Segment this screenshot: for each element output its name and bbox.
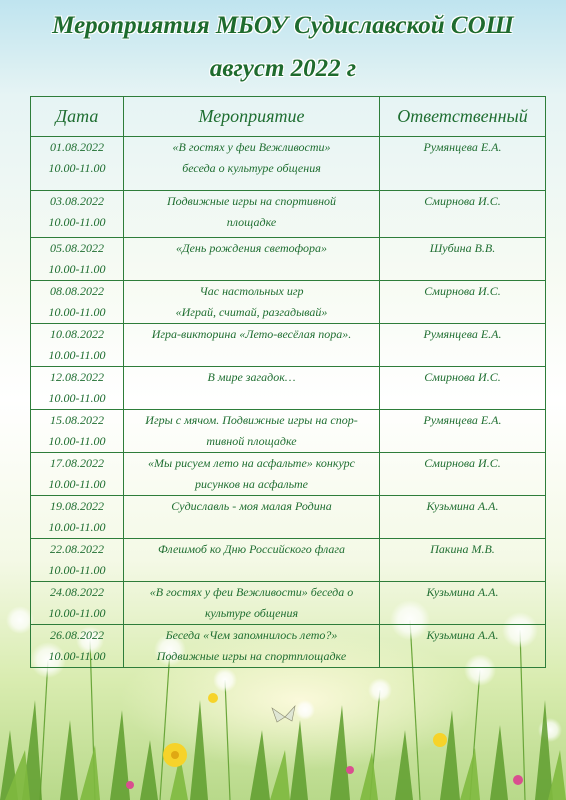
events-table-body (31, 137, 546, 668)
event-text-line: Игры с мячом. Подвижные игры на спор- (145, 413, 358, 427)
event-date: 26.08.2022 (50, 628, 104, 642)
event-cell (124, 496, 380, 539)
event-time: 10.00-11.00 (48, 649, 106, 663)
responsible-person: Румянцева Е.А. (423, 140, 502, 154)
event-time: 10.00-11.00 (48, 262, 106, 276)
event-text-line: культуре общения (204, 606, 299, 620)
date-cell (31, 410, 124, 453)
event-time: 10.00-11.00 (48, 477, 106, 491)
table-row (31, 539, 546, 582)
event-cell (124, 625, 380, 668)
date-cell (31, 625, 124, 668)
event-text-line: площадке (226, 215, 277, 229)
date-cell (31, 582, 124, 625)
table-row (31, 410, 546, 453)
event-date: 05.08.2022 (50, 241, 104, 255)
event-cell (124, 191, 380, 238)
table-row (31, 496, 546, 539)
event-cell (124, 453, 380, 496)
page-subtitle-month: август 2022 г (209, 55, 357, 82)
responsible-person: Румянцева Е.А. (423, 327, 502, 341)
date-cell (31, 453, 124, 496)
responsible-person: Кузьмина А.А. (426, 628, 499, 642)
page-title: Мероприятия МБОУ Судиславской СОШ (52, 12, 514, 39)
event-text-line: тивной площадке (206, 434, 297, 448)
header-responsible: Ответственный (380, 97, 546, 137)
date-cell (31, 281, 124, 324)
event-date: 19.08.2022 (50, 499, 104, 513)
date-cell (31, 496, 124, 539)
event-text-line: «Мы рисуем лето на асфальте» конкурс (148, 456, 355, 470)
event-time: 10.00-11.00 (48, 606, 106, 620)
responsible-cell (380, 137, 546, 191)
event-date: 17.08.2022 (50, 456, 104, 470)
responsible-person: Кузьмина А.А. (426, 499, 499, 513)
event-cell (124, 281, 380, 324)
event-text-line: «В гостях у феи Вежливости» (172, 140, 331, 154)
event-date: 08.08.2022 (50, 284, 104, 298)
event-text-line: «День рождения светофора» (175, 241, 328, 255)
event-time: 10.00-11.00 (48, 434, 106, 448)
event-time: 10.00-11.00 (48, 520, 106, 534)
date-cell (31, 137, 124, 191)
responsible-person: Смирнова И.С. (424, 456, 501, 470)
event-text-line: рисунков на асфальте (195, 477, 308, 491)
event-time: 10.00-11.00 (48, 305, 106, 319)
header-date: Дата (31, 97, 124, 137)
responsible-cell (380, 453, 546, 496)
event-text-line: Подвижные игры на спортплощадке (156, 649, 347, 663)
responsible-cell (380, 539, 546, 582)
responsible-cell (380, 238, 546, 281)
event-text-line: Беседа «Чем запомнилось лето?» (165, 628, 338, 642)
event-date: 03.08.2022 (50, 194, 104, 208)
event-date: 22.08.2022 (50, 542, 104, 556)
table-header-row (31, 97, 546, 137)
responsible-person: Шубина В.В. (429, 241, 496, 255)
date-cell (31, 367, 124, 410)
table-row (31, 625, 546, 668)
event-text-line: Судиславль - моя малая Родина (171, 499, 332, 513)
event-cell (124, 324, 380, 367)
event-text-line: «В гостях у феи Вежливости» беседа о (149, 585, 354, 599)
event-text-line: Подвижные игры на спортивной (166, 194, 337, 208)
event-cell (124, 367, 380, 410)
event-date: 15.08.2022 (50, 413, 104, 427)
responsible-cell (380, 496, 546, 539)
table-row (31, 324, 546, 367)
events-table (30, 96, 546, 668)
responsible-person: Пакина М.В. (430, 542, 495, 556)
event-text-line: Игра-викторина «Лето-весёлая пора». (151, 327, 352, 341)
date-cell (31, 324, 124, 367)
event-text-line: В мире загадок… (207, 370, 296, 384)
table-row (31, 582, 546, 625)
event-time: 10.00-11.00 (48, 563, 106, 577)
event-cell (124, 410, 380, 453)
table-row (31, 367, 546, 410)
responsible-cell (380, 191, 546, 238)
event-date: 12.08.2022 (50, 370, 104, 384)
responsible-cell (380, 410, 546, 453)
responsible-cell (380, 281, 546, 324)
event-text-line: беседа о культуре общения (182, 161, 321, 175)
responsible-person: Смирнова И.С. (424, 194, 501, 208)
event-cell (124, 582, 380, 625)
event-cell (124, 137, 380, 191)
event-date: 01.08.2022 (50, 140, 104, 154)
responsible-cell (380, 367, 546, 410)
table-row (31, 191, 546, 238)
table-row (31, 281, 546, 324)
table-row (31, 238, 546, 281)
event-time: 10.00-11.00 (48, 391, 106, 405)
responsible-cell (380, 625, 546, 668)
event-cell (124, 539, 380, 582)
responsible-person: Кузьмина А.А. (426, 585, 499, 599)
event-text-line: «Играй, считай, разгадывай» (175, 305, 328, 319)
responsible-cell (380, 582, 546, 625)
event-text-line: Флешмоб ко Дню Российского флага (157, 542, 346, 556)
event-time: 10.00-11.00 (48, 161, 106, 175)
responsible-person: Смирнова И.С. (424, 284, 501, 298)
responsible-person: Смирнова И.С. (424, 370, 501, 384)
responsible-person: Румянцева Е.А. (423, 413, 502, 427)
date-cell (31, 191, 124, 238)
table-row (31, 137, 546, 191)
event-time: 10.00-11.00 (48, 215, 106, 229)
table-row (31, 453, 546, 496)
event-text-line: Час настольных игр (199, 284, 304, 298)
event-cell (124, 238, 380, 281)
event-time: 10.00-11.00 (48, 348, 106, 362)
event-date: 24.08.2022 (50, 585, 104, 599)
header-event: Мероприятие (124, 97, 380, 137)
event-date: 10.08.2022 (50, 327, 104, 341)
responsible-cell (380, 324, 546, 367)
date-cell (31, 238, 124, 281)
date-cell (31, 539, 124, 582)
